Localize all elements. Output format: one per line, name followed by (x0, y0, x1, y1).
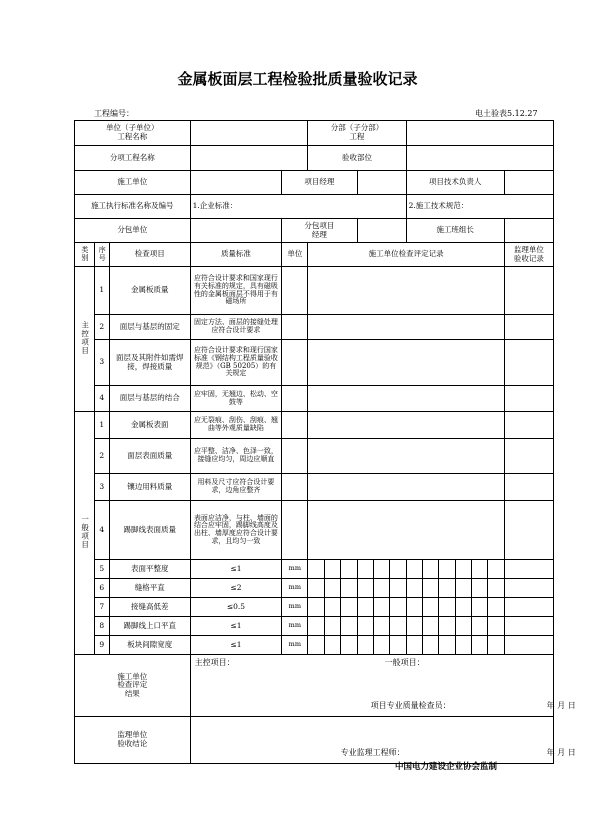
measure-cell[interactable] (406, 560, 422, 579)
supervision-cell[interactable] (504, 315, 553, 340)
item-name: 表面平整度 (109, 560, 190, 579)
item-standard: ≤1 (190, 617, 282, 636)
item-standard: 用料及尺寸应符合设计要求，边角应整齐 (190, 474, 282, 501)
supervision-cell[interactable] (504, 579, 553, 598)
enterprise-standard[interactable]: 1.企业标准： (190, 195, 406, 219)
item-name: 面层与基层的固定 (109, 315, 190, 340)
measure-cell[interactable] (390, 636, 406, 655)
item-standard: 应符合设计要求和现行国家标准《钢结构工程质量验收规范》（GB 50205）的有关规定 (190, 340, 282, 386)
measure-cell[interactable] (324, 579, 340, 598)
item-no: 7 (94, 598, 109, 617)
item-name: 金属板表面 (109, 412, 190, 439)
measure-cell[interactable] (455, 636, 471, 655)
measure-cell[interactable] (455, 560, 471, 579)
supervision-cell[interactable] (504, 636, 553, 655)
measure-cell[interactable] (390, 560, 406, 579)
measure-cell[interactable] (373, 560, 389, 579)
supervision-cell[interactable] (504, 439, 553, 474)
general-items-result-label: 一般项目： (384, 658, 425, 667)
supervision-result-cell[interactable] (190, 717, 576, 764)
table-row (75, 598, 554, 617)
sub-division-value[interactable] (406, 121, 553, 146)
measure-cell[interactable] (472, 598, 488, 617)
measure-cell[interactable] (357, 617, 373, 636)
measure-cell[interactable] (422, 560, 438, 579)
measure-cell[interactable] (472, 636, 488, 655)
measure-cell[interactable] (406, 636, 422, 655)
item-name: 面层与基层的结合 (109, 386, 190, 412)
tech-lead-label: 项目技术负责人 (406, 171, 504, 195)
sub-manager-value[interactable] (357, 219, 406, 243)
supervision-result-row (75, 717, 554, 764)
item-name: 镶边用料质量 (109, 474, 190, 501)
item-name: 金属板质量 (109, 267, 190, 315)
measure-cell[interactable] (373, 598, 389, 617)
supervision-cell[interactable] (504, 412, 553, 439)
unit-header: 单位 (282, 243, 308, 267)
measure-cell[interactable] (439, 636, 455, 655)
table-row (75, 560, 554, 579)
table-row (75, 267, 554, 315)
measure-cell[interactable] (373, 617, 389, 636)
item-unit (282, 412, 308, 439)
item-unit: mm (282, 560, 308, 579)
supervision-result-label: 监理单位 验收结论 (75, 717, 191, 764)
item-unit (282, 474, 308, 501)
header-row-subcontractor (75, 219, 554, 243)
record-cell[interactable] (308, 340, 504, 386)
measure-cell[interactable] (439, 560, 455, 579)
item-standard: ≤0.5 (190, 598, 282, 617)
standard-label: 施工执行标准名称及编号 (75, 195, 191, 219)
contractor-result-cell[interactable] (190, 655, 576, 717)
page-title: 金属板面层工程检验批质量验收记录 (177, 70, 418, 88)
item-standard: 固定方法、面层的接缝处理应符合设计要求 (190, 315, 282, 340)
measure-cell[interactable] (455, 598, 471, 617)
record-cell[interactable] (308, 386, 504, 412)
unit-project-label: 单位（子单位） 工程名称 (75, 121, 191, 146)
table-row (75, 315, 554, 340)
quality-inspector-label: 项目专业质量检查员： (370, 701, 451, 710)
measure-cell[interactable] (341, 636, 357, 655)
measure-cell[interactable] (390, 579, 406, 598)
item-no: 8 (94, 617, 109, 636)
main-control-category: 主控项目 (75, 267, 95, 412)
general-category: 一般项目 (75, 412, 95, 655)
acceptance-part-label: 验收部位 (308, 146, 406, 171)
contractor-label: 施工单位 (75, 171, 191, 195)
measure-cell[interactable] (488, 598, 504, 617)
measure-cell[interactable] (308, 560, 324, 579)
item-no: 2 (94, 315, 109, 340)
supervision-cell[interactable] (504, 267, 553, 315)
item-no: 1 (94, 267, 109, 315)
item-standard: 应平整、洁净、色泽一致，接缝应均匀，周边应顺直 (190, 439, 282, 474)
measure-cell[interactable] (324, 560, 340, 579)
supervision-cell[interactable] (504, 474, 553, 501)
table-row (75, 636, 554, 655)
item-unit: mm (282, 579, 308, 598)
project-manager-value[interactable] (357, 171, 406, 195)
unit-project-value[interactable] (190, 121, 308, 146)
subcontractor-label: 分包单位 (75, 219, 191, 243)
measure-cell[interactable] (308, 579, 324, 598)
supervision-cell[interactable] (504, 560, 553, 579)
item-name: 踢脚线表面质量 (109, 501, 190, 560)
acceptance-part-value[interactable] (406, 146, 553, 171)
item-standard: 应符合设计要求和国家现行有关标准的规定，具有磁吸性的金属板面层不得用于有磁场所 (190, 267, 282, 315)
item-name: 接缝高低差 (109, 598, 190, 617)
supervision-cell[interactable] (504, 501, 553, 560)
record-cell[interactable] (308, 501, 504, 560)
sub-division-label: 分部（子分部） 工程 (308, 121, 406, 146)
sub-manager-label: 分包项目 经理 (282, 219, 357, 243)
measure-cell[interactable] (341, 617, 357, 636)
team-leader-value[interactable] (504, 219, 553, 243)
item-no: 2 (94, 439, 109, 474)
table-row (75, 412, 554, 439)
measure-cell[interactable] (324, 636, 340, 655)
subcontractor-value[interactable] (190, 219, 282, 243)
item-unit (282, 267, 308, 315)
item-unit (282, 439, 308, 474)
header-row-subitem (75, 146, 554, 171)
measure-cell[interactable] (488, 560, 504, 579)
measure-cell[interactable] (422, 617, 438, 636)
supervision-cell[interactable] (504, 340, 553, 386)
item-unit (282, 315, 308, 340)
measure-cell[interactable] (488, 617, 504, 636)
item-no: 4 (94, 501, 109, 560)
measure-cell[interactable] (455, 579, 471, 598)
measure-cell[interactable] (357, 560, 373, 579)
main-items-result-label: 主控项目： (194, 658, 235, 667)
measure-cell[interactable] (357, 579, 373, 598)
supervision-cell[interactable] (504, 617, 553, 636)
supervision-cell[interactable] (504, 386, 553, 412)
measure-cell[interactable] (455, 617, 471, 636)
measure-cell[interactable] (406, 598, 422, 617)
record-cell[interactable] (308, 315, 504, 340)
header-row-unit (75, 121, 554, 146)
measure-cell[interactable] (373, 636, 389, 655)
measure-cell[interactable] (422, 598, 438, 617)
header-row-standard (75, 195, 554, 219)
item-unit: mm (282, 636, 308, 655)
item-header: 检查项目 (109, 243, 190, 267)
item-no: 9 (94, 636, 109, 655)
measure-cell[interactable] (341, 579, 357, 598)
item-no: 4 (94, 386, 109, 412)
measure-cell[interactable] (406, 617, 422, 636)
team-leader-label: 施工班组长 (406, 219, 504, 243)
item-name: 面层表面质量 (109, 439, 190, 474)
form-code: 电土验表5.12.27 (475, 109, 538, 118)
record-cell[interactable] (308, 412, 504, 439)
project-manager-label: 项目经理 (282, 171, 357, 195)
measure-cell[interactable] (324, 617, 340, 636)
table-row (75, 439, 554, 474)
supervision-header: 监理单位 验收记录 (504, 243, 553, 267)
header-row-contractor (75, 171, 554, 195)
table-row (75, 501, 554, 560)
measure-cell[interactable] (308, 636, 324, 655)
seq-header: 序号 (94, 243, 109, 267)
record-cell[interactable] (308, 474, 504, 501)
item-name: 板块间隙宽度 (109, 636, 190, 655)
measure-cell[interactable] (324, 598, 340, 617)
item-no: 3 (94, 340, 109, 386)
item-no: 6 (94, 579, 109, 598)
item-unit: mm (282, 617, 308, 636)
sub-item-name-value[interactable] (190, 146, 308, 171)
item-standard: ≤2 (190, 579, 282, 598)
project-no-label: 工程编号： (94, 109, 134, 118)
item-standard: ≤1 (190, 636, 282, 655)
item-name: 面层及其附件如需焊接，焊接质量 (109, 340, 190, 386)
item-standard: ≤1 (190, 560, 282, 579)
tech-lead-value[interactable] (504, 171, 553, 195)
sub-item-name-label: 分项工程名称 (75, 146, 191, 171)
item-no: 5 (94, 560, 109, 579)
measure-cell[interactable] (373, 579, 389, 598)
item-standard: 表面应洁净，与柱、墙面的结合应牢固，踢脚线高度及出柱、墙厚度应符合设计要求，且均匀一致 (190, 501, 282, 560)
record-cell[interactable] (308, 439, 504, 474)
measure-cell[interactable] (439, 598, 455, 617)
supervision-engineer-label: 专业监理工程师： (340, 748, 405, 757)
construction-spec[interactable]: 2.施工技术规范： (406, 195, 553, 219)
contractor-result-label: 施工单位 检查评定 结果 (75, 655, 191, 717)
table-row (75, 340, 554, 386)
measure-cell[interactable] (488, 579, 504, 598)
contractor-date: 年 月 日 (546, 701, 576, 710)
acceptance-form-table (74, 120, 576, 764)
item-name: 缝格平直 (109, 579, 190, 598)
item-standard: 应牢固，无翘边、松动、空鼓等 (190, 386, 282, 412)
table-row (75, 474, 554, 501)
supervision-cell[interactable] (504, 598, 553, 617)
measure-cell[interactable] (390, 598, 406, 617)
measure-cell[interactable] (390, 617, 406, 636)
measure-cell[interactable] (406, 579, 422, 598)
item-name: 踢脚线上口平直 (109, 617, 190, 636)
measure-cell[interactable] (488, 636, 504, 655)
measure-cell[interactable] (308, 598, 324, 617)
item-standard: 应无裂痕、刮伤、刮痕、翘曲等外观质量缺陷 (190, 412, 282, 439)
contractor-result-row (75, 655, 554, 717)
measure-cell[interactable] (439, 579, 455, 598)
item-unit: mm (282, 598, 308, 617)
table-row (75, 579, 554, 598)
item-unit (282, 501, 308, 560)
measure-cell[interactable] (422, 579, 438, 598)
record-header: 施工单位检查评定记录 (308, 243, 504, 267)
measure-cell[interactable] (472, 560, 488, 579)
measure-cell[interactable] (422, 636, 438, 655)
category-header: 类别 (75, 243, 95, 267)
table-row (75, 386, 554, 412)
item-no: 1 (94, 412, 109, 439)
record-cell[interactable] (308, 267, 504, 315)
item-unit (282, 340, 308, 386)
standard-header: 质量标准 (190, 243, 282, 267)
measure-cell[interactable] (357, 636, 373, 655)
table-row (75, 617, 554, 636)
measure-cell[interactable] (341, 598, 357, 617)
measure-cell[interactable] (472, 579, 488, 598)
measure-cell[interactable] (341, 560, 357, 579)
measure-cell[interactable] (308, 617, 324, 636)
measure-cell[interactable] (357, 598, 373, 617)
contractor-value[interactable] (190, 171, 282, 195)
supervision-date: 年 月 日 (546, 748, 576, 757)
measure-cell[interactable] (472, 617, 488, 636)
measure-cell[interactable] (439, 617, 455, 636)
item-no: 3 (94, 474, 109, 501)
column-header-row (75, 243, 554, 267)
footer-issuer: 中国电力建设企业协会监制 (395, 762, 498, 772)
item-unit (282, 386, 308, 412)
